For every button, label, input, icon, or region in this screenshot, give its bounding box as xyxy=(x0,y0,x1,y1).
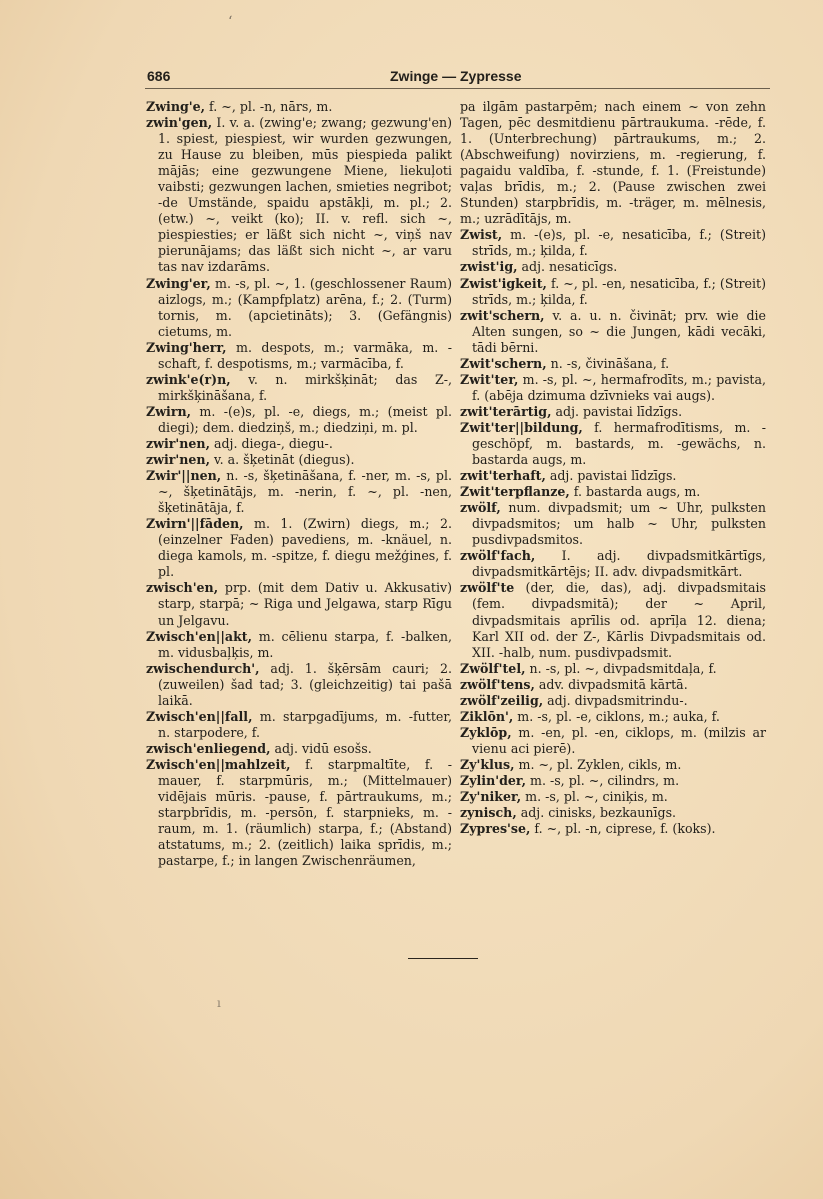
entry-definition: adv. divpadsmitā kārtā. xyxy=(534,676,688,692)
entry-headword: Zwir'||nen, xyxy=(146,468,222,484)
entry-headword: Zylin'der, xyxy=(460,772,527,788)
entry-definition: I. v. a. (zwing'e; zwang; gezwung'en) 1. spiest, piespiest, wir wurden gezwungen, zu Hause zu bleiben, mūs piespieda palikt mājās; eine gezwungene Miene, liekuļoti vaibsti; gezwungen lachen, smieties negribot; -de Umstände, spaidu apstākļi, m. pl.; 2. (etw.) ~, veikt (ko); II. v. refl. sich ~, piespiesties; er läßt sich nicht ~, viņš nav pierunājams; das läßt sich nicht ~, ar varu tas nav izdarāms. xyxy=(158,115,452,275)
entry-headword: Zwit'ter, xyxy=(460,371,519,387)
dictionary-entry xyxy=(460,468,766,484)
dictionary-entry xyxy=(146,468,452,516)
dictionary-entry xyxy=(146,757,452,869)
entry-headword: Zyklōp, xyxy=(460,724,512,740)
dictionary-entry xyxy=(146,516,452,580)
dictionary-entry xyxy=(460,677,766,693)
dictionary-entry xyxy=(460,757,766,773)
entry-definition: f. ~, pl. -n, nārs, m. xyxy=(205,99,333,114)
entry-definition: m. -s, pl. ~, cilindrs, m. xyxy=(526,772,680,788)
dictionary-entry xyxy=(146,709,452,741)
entry-headword: Zwirn, xyxy=(146,403,191,419)
entry-headword: Zy'niker, xyxy=(460,789,522,805)
entry-headword: zynisch, xyxy=(460,805,517,821)
dictionary-entry xyxy=(460,789,766,805)
entry-headword: Zwit'ter||bildung, xyxy=(460,419,583,435)
entry-definition: m. -s, pl. ~, hermafrodīts, m.; pavista, f. (abēja dzimuma dzīvnieks vai augs). xyxy=(472,371,766,403)
entry-headword: zwink'e(r)n, xyxy=(146,371,231,387)
entry-definition: m. -en, pl. -en, ciklops, m. (milzis ar vienu aci pierē). xyxy=(472,724,766,756)
entry-definition: adj. vidū esošs. xyxy=(270,740,372,756)
entry-definition: adj. pavistai līdzīgs. xyxy=(551,403,683,419)
entry-definition: f. hermafrodītisms, m. -geschöpf, m. bastards, m. -gewächs, n. bastarda augs, m. xyxy=(472,419,766,468)
pencil-mark: ʻ xyxy=(228,14,233,30)
entry-headword: Zwit'schern, xyxy=(460,355,547,371)
entry-headword: Ziklōn', xyxy=(460,708,514,724)
entry-definition: m. 1. (Zwirn) diegs, m.; 2. (einzelner Faden) pavediens, m. -knäuel, n. diega kamols, m. -spitze, f. diegu mežģines, f. pl. xyxy=(158,516,452,580)
dictionary-entry xyxy=(460,372,766,404)
entry-headword: Zwisch'en||akt, xyxy=(146,628,253,644)
entry-definition: v. a. šķetināt (diegus). xyxy=(209,452,355,468)
entry-definition: pa ilgām pastarpēm; nach einem ~ von zehn Tagen, pēc desmitdienu pārtraukuma. -rēde, f. 1. (Unterbrechung) pārtraukums, m.; 2. (Abschweifung) novirziens, m. -regierung, f. pagaidu valdība, f. -stunde, f. 1. (Freistunde) vaļas brīdis, m.; 2. (Pause zwischen zwei Stunden) starpbrīdis, m. -träger, m. mēlnesis, m.; uzrādītājs, m. xyxy=(460,99,766,227)
entry-headword: zwölf'zeilig, xyxy=(460,692,544,708)
dictionary-entry xyxy=(146,661,452,709)
dictionary-entry xyxy=(460,500,766,548)
dictionary-entry xyxy=(460,548,766,580)
dictionary-entry xyxy=(460,356,766,372)
dictionary-entry xyxy=(146,115,452,275)
entry-definition: f. ~, pl. -en, nesaticība, f.; (Streit) strīds, m.; ķilda, f. xyxy=(472,275,766,307)
dictionary-entry xyxy=(460,420,766,468)
dictionary-entry xyxy=(460,99,766,227)
entry-definition: adj. cinisks, bezkaunīgs. xyxy=(516,805,677,821)
entry-headword: Zwing'er, xyxy=(146,275,211,291)
dictionary-entry xyxy=(146,436,452,452)
dictionary-entry xyxy=(460,821,766,837)
dictionary-entry xyxy=(146,276,452,340)
entry-headword: Zwirn'||fāden, xyxy=(146,516,244,532)
entry-definition: adj. diega-, diegu-. xyxy=(209,435,333,451)
page-header xyxy=(145,64,770,89)
entry-headword: Zwist'igkeit, xyxy=(460,275,547,291)
entry-headword: zwisch'en, xyxy=(146,580,219,596)
entry-definition: adj. divpadsmitrindu-. xyxy=(543,692,688,708)
entry-headword: zwölf'fach, xyxy=(460,548,536,564)
dictionary-entry xyxy=(460,276,766,308)
entry-headword: Zwist, xyxy=(460,227,503,243)
entry-definition: (der, die, das), adj. divpadsmitais (fem. divpadsmitā); der ~ April, divpadsmitais aprīlis od. aprīļa 12. diena; Karl XII od. der Z-, Kārlis Divpadsmitais od. XII. -halb, num. pusdivpadsmit. xyxy=(472,580,766,660)
entry-headword: zwischendurch', xyxy=(146,660,260,676)
entry-definition: m. -(e)s, pl. -e, nesaticība, f.; (Streit) strīds, m.; ķilda, f. xyxy=(472,227,766,259)
end-rule xyxy=(408,958,478,959)
entry-definition: m. cēlienu starpa, f. -balken, m. vidusbaļķis, m. xyxy=(158,628,452,660)
entry-definition: m. despots, m.; varmāka, m. -schaft, f. despotisms, m.; varmācība, f. xyxy=(158,339,452,371)
entry-headword: zwin'gen, xyxy=(146,115,213,131)
entry-headword: zwist'ig, xyxy=(460,259,518,275)
dictionary-entry xyxy=(146,99,452,115)
entry-headword: zwir'nen, xyxy=(146,435,210,451)
pencil-mark: ı xyxy=(217,996,221,1010)
entry-definition: v. n. mirkšķināt; das Z-, mirkšķināšana, f. xyxy=(158,371,452,403)
dictionary-entry xyxy=(460,709,766,725)
entry-definition: m. ~, pl. Zyklen, cikls, m. xyxy=(514,756,682,772)
entry-headword: Zwölf'tel, xyxy=(460,660,526,676)
entry-headword: zwölf'te xyxy=(460,580,515,596)
dictionary-entry xyxy=(460,484,766,500)
entry-definition: m. starpgadījums, m. -futter, n. starpodere, f. xyxy=(158,708,452,740)
entry-definition: n. -s, pl. ~, divpadsmitdaļa, f. xyxy=(525,660,717,676)
entry-definition: adj. nesaticīgs. xyxy=(517,259,618,275)
entry-definition: f. bastarda augs, m. xyxy=(569,484,701,500)
entry-definition: n. -s, čivināšana, f. xyxy=(546,355,670,371)
entry-definition: v. a. u. n. čivināt; prv. wie die Alten sungen, so ~ die Jungen, kādi vecāki, tādi bērni. xyxy=(472,307,766,355)
left-column xyxy=(146,99,452,869)
dictionary-entry xyxy=(460,308,766,356)
entry-definition: m. -s, pl. ~, ciniķis, m. xyxy=(521,789,668,805)
entry-headword: zwit'schern, xyxy=(460,307,545,323)
entry-headword: Zwisch'en||mahlzeit, xyxy=(146,756,291,772)
entry-headword: zwir'nen, xyxy=(146,452,210,468)
dictionary-entry xyxy=(146,629,452,661)
page-number: 686 xyxy=(147,68,171,84)
entry-headword: zwit'terhaft, xyxy=(460,468,546,484)
dictionary-entry xyxy=(146,404,452,436)
entry-definition: f. ~, pl. -n, ciprese, f. (koks). xyxy=(530,821,716,837)
entry-definition: m. -s, pl. ~, 1. (geschlossener Raum) aizlogs, m.; (Kampfplatz) arēna, f.; 2. (Turm) tornis, m. (apcietināts); 3. (Gefängnis) cietums, m. xyxy=(158,275,452,339)
entry-definition: f. starpmaltīte, f. -mauer, f. starpmūris, m.; (Mittelmauer) vidējais mūris. -pause, f. pārtraukums, m.; starpbrīdis, m. -persōn, f. starpnieks, m. -raum, m. 1. (räumlich) starpa, f.; (Abstand) atstatums, m.; 2. (zeitlich) laika sprīdis, m.; pastarpe, f.; in langen Zwischenräumen, xyxy=(158,756,452,869)
entry-headword: zwit'terārtig, xyxy=(460,403,552,419)
dictionary-entry xyxy=(460,693,766,709)
entry-definition: adj. 1. šķērsām cauri; 2. (zuweilen) šad tad; 3. (gleichzeitig) tai pašā laikā. xyxy=(158,660,452,708)
entry-headword: zwölf, xyxy=(460,500,501,516)
entry-headword: Zwisch'en||fall, xyxy=(146,708,253,724)
entry-headword: Zypres'se, xyxy=(460,821,531,837)
entry-headword: zwisch'enliegend, xyxy=(146,740,271,756)
dictionary-entry xyxy=(460,580,766,660)
dictionary-entry xyxy=(460,805,766,821)
dictionary-entry xyxy=(146,741,452,757)
entry-headword: Zwing'e, xyxy=(146,99,206,114)
entry-definition: m. -(e)s, pl. -e, diegs, m.; (meist pl. diegi); dem. diedziņš, m.; diedziņi, m. pl. xyxy=(158,403,452,435)
entry-headword: Zwing'herr, xyxy=(146,339,227,355)
entry-headword: Zy'klus, xyxy=(460,756,515,772)
dictionary-entry xyxy=(146,340,452,372)
entry-definition: m. -s, pl. -e, ciklons, m.; auka, f. xyxy=(513,708,720,724)
dictionary-entry xyxy=(460,404,766,420)
entry-definition: I. adj. divpadsmitkārtīgs, divpadsmitkārtējs; II. adv. divpadsmitkārt. xyxy=(472,548,766,580)
dictionary-entry xyxy=(460,227,766,259)
entry-headword: zwölf'tens, xyxy=(460,676,535,692)
dictionary-entry xyxy=(146,372,452,404)
dictionary-entry xyxy=(460,773,766,789)
dictionary-entry xyxy=(146,452,452,468)
dictionary-entry xyxy=(460,725,766,757)
dictionary-entry xyxy=(460,661,766,677)
dictionary-entry xyxy=(460,259,766,275)
entry-headword: Zwit'terpflanze, xyxy=(460,484,570,500)
running-head: Zwinge — Zypresse xyxy=(390,68,522,84)
entry-definition: num. divpadsmit; um ~ Uhr, pulksten divpadsmitos; um halb ~ Uhr, pulksten pusdivpadsmitos. xyxy=(472,500,766,548)
dictionary-entry xyxy=(146,580,452,628)
entry-definition: prp. (mit dem Dativ u. Akkusativ) starp, starpā; ~ Riga und Jelgawa, starp Rīgu un Jelgavu. xyxy=(158,580,452,628)
entry-definition: n. -s, šķetināšana, f. -ner, m. -s, pl. ~, šķetinātājs, m. -nerin, f. ~, pl. -nen, šķetinātāja, f. xyxy=(158,468,452,516)
entry-definition: adj. pavistai līdzīgs. xyxy=(545,468,677,484)
right-column xyxy=(460,99,766,837)
